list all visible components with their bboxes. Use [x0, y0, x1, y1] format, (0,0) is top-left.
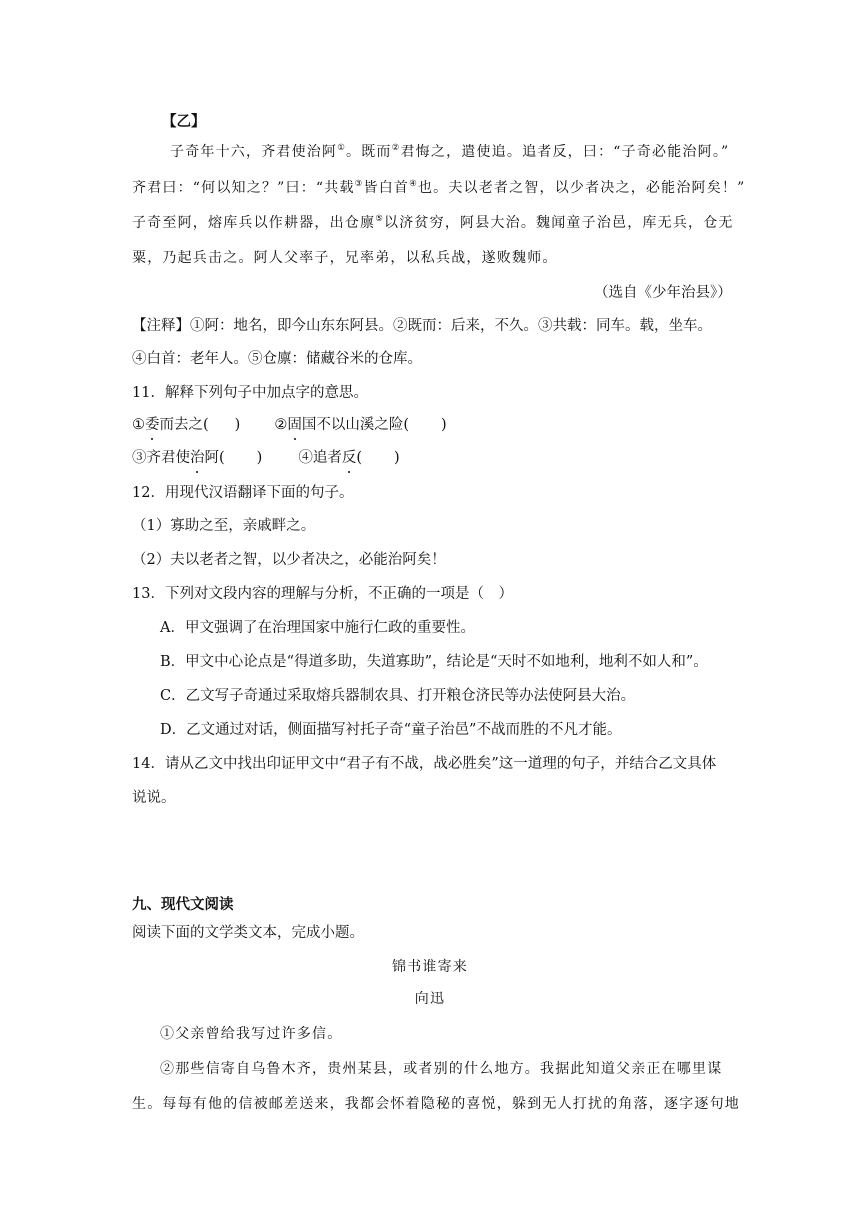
paragraph-2-line-1: ②那些信寄自乌鲁木齐，贵州某县，或者别的什么地方。我据此知道父亲正在哪里谋	[160, 1061, 723, 1077]
q13-option-b: B．甲文中心论点是“得道多助，失道寡助”，结论是“天时不如地利，地利不如人和”。	[160, 654, 708, 670]
yi-line-2: 齐君曰：“何以知之？”曰：“共载③皆白首④也。夫以老者之智，以少者决之，必能治阿矣！”	[132, 179, 746, 196]
yi-line-3: 子奇至阿，熔库兵以作耕器，出仓廪⑤以济贫穷，阿县大治。魏闻童子治邑，库无兵，仓无	[132, 214, 734, 231]
section-title: 九、现代文阅读	[132, 896, 234, 913]
q12-stem: 12．用现代汉语翻译下面的句子。	[132, 485, 354, 501]
yi-line-4: 粟，乃起兵击之。阿人父率子，兄率弟，以私兵战，遂败魏师。	[132, 250, 558, 266]
q14-line-1: 14．请从乙文中找出印证甲文中“君子有不战，战必胜矣”这一道理的句子，并结合乙文具体	[132, 756, 717, 772]
q13-option-c: C．乙文写子奇通过采取熔兵器制农具、打开粮仓济民等办法使阿县大治。	[160, 688, 636, 704]
paragraph-1: ①父亲曾给我写过许多信。	[160, 1026, 343, 1042]
yi-line-1: 子奇年十六，齐君使治阿①。既而②君悔之，遣使追。追者反，曰：“子奇必能治阿。”	[170, 143, 730, 160]
q14-line-2: 说说。	[132, 790, 176, 806]
q13-stem: 13．下列对文段内容的理解与分析，不正确的一项是（ ）	[132, 586, 513, 602]
article-author: 向迅	[414, 991, 446, 1007]
q13-option-a: A．甲文强调了在治理国家中施行仁政的重要性。	[160, 620, 475, 636]
q13-option-d: D．乙文通过对话，侧面描写衬托子奇“童子治邑”不战而胜的不凡才能。	[160, 722, 622, 738]
section-instruction: 阅读下面的文学类文本，完成小题。	[132, 925, 364, 941]
note-line-1: 【注释】①阿：地名，即今山东东阿县。②既而：后来，不久。③共载：同车。载，坐车。	[132, 318, 712, 334]
note-line-2: ④白首：老年人。⑤仓廪：储藏谷米的仓库。	[132, 351, 422, 367]
q11-stem: 11．解释下列句子中加点字的意思。	[132, 385, 368, 401]
yi-title: 【乙】	[162, 113, 206, 130]
paragraph-2-line-2: 生。每每有他的信被邮差送来，我都会怀着隐秘的喜悦，躲到无人打扰的角落，逐字逐句地	[132, 1096, 740, 1112]
q12-item-1: （1）寡助之至，亲戚畔之。	[132, 518, 316, 534]
article-title: 锦书谁寄来	[392, 959, 468, 975]
q11-items-row2: ③齐君使治阿( ) ④追者反( )	[132, 450, 400, 466]
q11-items-row1: ①委而去之( ) ②固国不以山溪之险( )	[132, 417, 447, 433]
q12-item-2: （2）夫以老者之智，以少者决之，必能治阿矣！	[132, 552, 446, 568]
source-citation: （选自《少年治县》）	[594, 285, 732, 301]
